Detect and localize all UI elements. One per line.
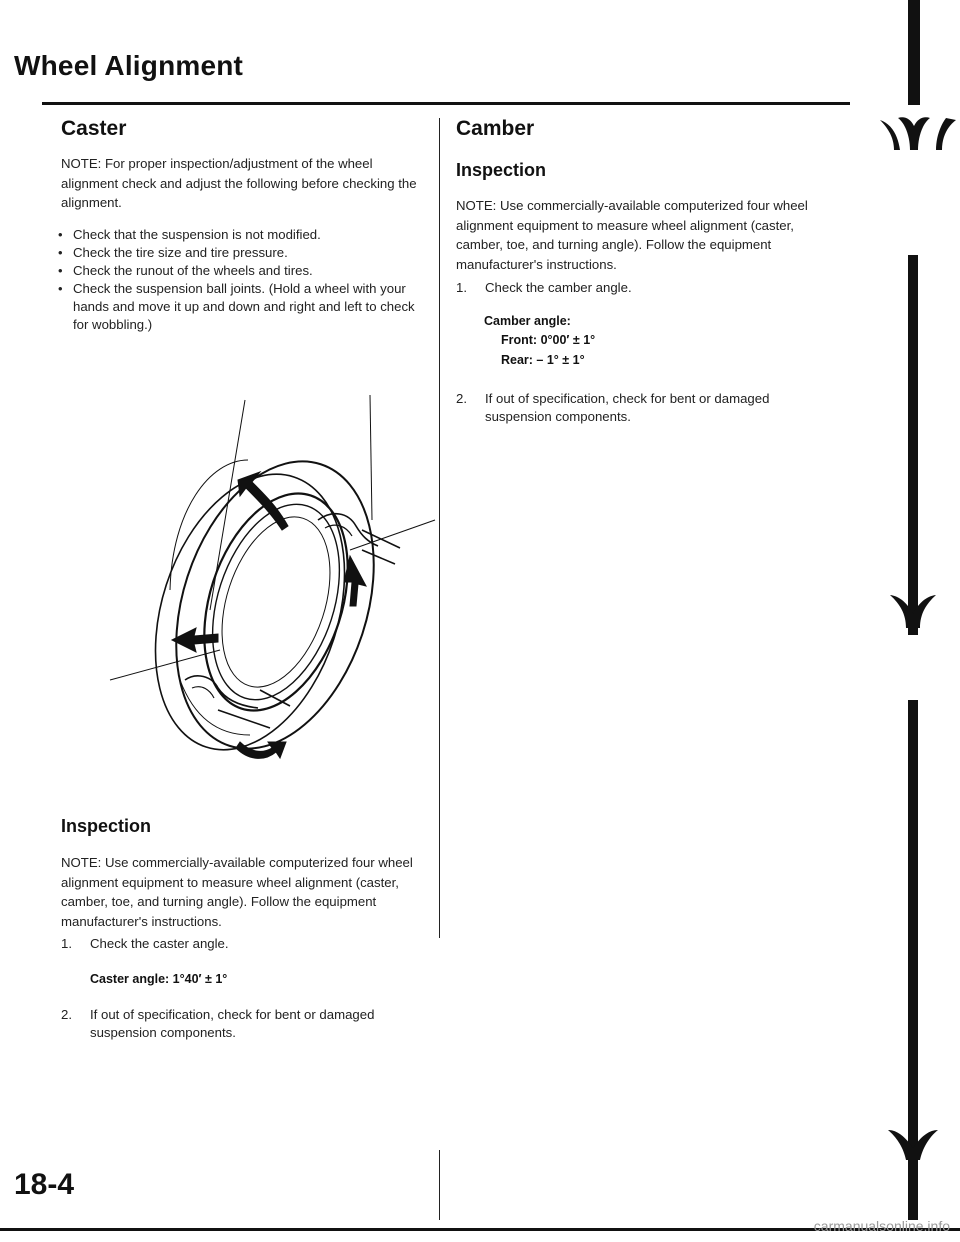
caster-steps-2 bbox=[61, 1006, 423, 1042]
camber-inspection-note: NOTE: Use commercially-available computerized four wheel alignment equipment to measure wheel alignment (caster, camber, toe, and turning angle). Follow the equipment manufacturer's instructions. bbox=[456, 198, 808, 272]
camber-steps-2 bbox=[456, 390, 832, 426]
step-item bbox=[61, 1006, 423, 1042]
step-text: If out of specification, check for bent or damaged suspension components. bbox=[90, 1007, 375, 1040]
step-text: Check the camber angle. bbox=[485, 280, 632, 295]
step-number: 1. bbox=[61, 936, 72, 951]
binding-marks bbox=[860, 0, 960, 1242]
caster-steps bbox=[61, 935, 423, 953]
camber-spec-front: Front: 0°00′ ± 1° bbox=[501, 333, 596, 347]
step-number: 2. bbox=[456, 391, 467, 406]
wheel-wobble-illustration bbox=[100, 350, 445, 790]
checklist-item: • Check that the suspension is not modified. bbox=[58, 226, 424, 244]
camber-heading: Camber bbox=[456, 117, 535, 140]
step-text: If out of specification, check for bent or damaged suspension components. bbox=[485, 391, 770, 424]
title-rule bbox=[42, 102, 850, 105]
watermark: carmanualsonline.info bbox=[813, 1218, 950, 1234]
caster-angle-spec: Caster angle: 1°40′ ± 1° bbox=[90, 972, 228, 986]
camber-angle-spec bbox=[484, 312, 595, 370]
checklist-item: • Check the runout of the wheels and tires. bbox=[58, 262, 424, 280]
caster-heading: Caster bbox=[61, 117, 127, 140]
camber-steps bbox=[456, 279, 832, 297]
checklist-item: • Check the tire size and tire pressure. bbox=[58, 244, 424, 262]
camber-spec-rear: Rear: – 1° ± 1° bbox=[501, 353, 585, 367]
caster-inspection-note: NOTE: Use commercially-available computerized four wheel alignment equipment to measure wheel alignment (caster, camber, toe, and turning angle). Follow the equipment manufacturer's instructions. bbox=[61, 855, 413, 929]
checklist-item: • Check the suspension ball joints. (Hold a wheel with your hands and move it up and down and right and left to check for wobbling.) bbox=[58, 280, 424, 334]
step-number: 2. bbox=[61, 1007, 72, 1022]
camber-spec-label: Camber angle: bbox=[484, 314, 571, 328]
caster-note: NOTE: For proper inspection/adjustment of the wheel alignment check and adjust the following before checking the alignment. bbox=[61, 156, 417, 210]
caster-inspection-heading: Inspection bbox=[61, 816, 152, 836]
caster-checklist bbox=[58, 226, 424, 334]
step-item bbox=[456, 390, 832, 426]
page-title: Wheel Alignment bbox=[14, 50, 244, 81]
step-text: Check the caster angle. bbox=[90, 936, 229, 951]
camber-inspection-heading: Inspection bbox=[456, 160, 547, 180]
footer-divider bbox=[439, 1150, 440, 1220]
step-item bbox=[61, 935, 423, 953]
page-number: 18-4 bbox=[14, 1168, 75, 1201]
step-number: 1. bbox=[456, 280, 467, 295]
step-item bbox=[456, 279, 832, 297]
